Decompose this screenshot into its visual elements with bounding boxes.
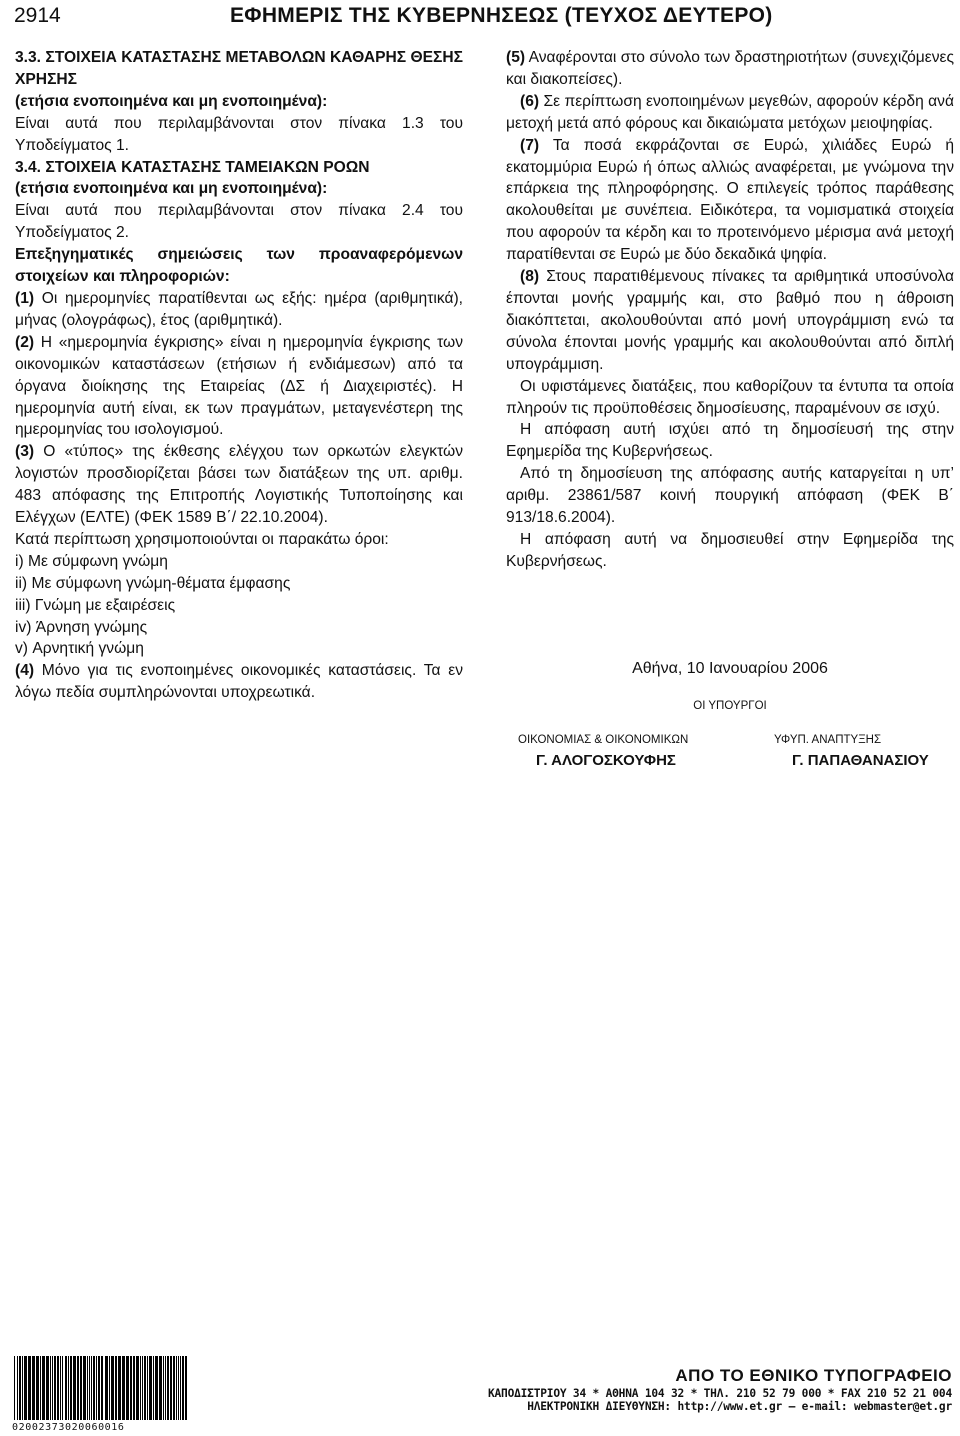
minister-2-role: ΥΦΥΠ. ΑΝΑΠΤΥΞΗΣ [774, 734, 882, 746]
note-3-label: (3) [15, 443, 35, 461]
opinion-item: iii) Γνώμη με εξαιρέσεις [15, 596, 176, 614]
barcode-bar [28, 1356, 31, 1420]
barcode-bar [101, 1356, 103, 1420]
barcode-bar [40, 1356, 41, 1420]
barcode-bar [42, 1356, 45, 1420]
section-3-3-title: 3.3. ΣΤΟΙΧΕΙΑ ΚΑΤΑΣΤΑΣΗΣ ΜΕΤΑΒΟΛΩΝ ΚΑΘΑΡΗΣ ΘΕΣΗΣ ΧΡΗΣΗΣ [15, 49, 463, 88]
barcode-bar [165, 1356, 166, 1420]
barcode-bar [153, 1356, 154, 1420]
barcode-bar [178, 1356, 179, 1420]
page-number: 2914 [14, 4, 61, 27]
barcode-bar [62, 1356, 63, 1420]
paragraph-validity: Η απόφαση αυτή ισχύει από τη δημοσίευσή της στην Εφημερίδα της Κυβερνήσεως. [506, 421, 954, 461]
barcode-bar [17, 1356, 18, 1420]
note-8-text: Στους παρατιθέμενους πίνακες τα αριθμητικά υποσύνολα έπονται μονής γραμμής και, στο βαθμό που η άθροιση διακόπτεται, ακολουθούνται από μονή υπογράμμιση ενώ τα σύνολα έπονται μονής γραμμής και ακολουθούνται από διπλή υπογράμμιση. [506, 268, 954, 373]
barcode-bar [182, 1356, 184, 1420]
note-5-text: Αναφέρονται στο σύνολο των δραστηριοτήτων (συνεχιζόμενες και διακοπείσες). [506, 49, 954, 88]
minister-2-name: Γ. ΠΑΠΑΘΑΝΑΣΙΟΥ [792, 752, 929, 769]
signature-date: Αθήνα, 10 Ιανουαρίου 2006 [632, 660, 828, 677]
barcode-bar [136, 1356, 139, 1420]
barcode-bar [140, 1356, 141, 1420]
barcode-bar [118, 1356, 121, 1420]
note-7-text: Τα ποσά εκφράζονται σε Ευρώ, χιλιάδες Ευρώ ή εκατομμύρια Ευρώ ή όπως αλλιώς αναφέρεται, με γνώμονα την επάρκεια της πληροφόρησης. Ο επιλεγείς τρόπος παράθεσης ακολουθείται με συνέπεια. Ειδικότερα, τα νομισματικά στοιχεία που αφορούν τα κέρδη και το προτεινόμενο μέρισμα ανά μετοχή παρατίθενται σε Ευρώ με δύο δεκαδικά ψηφία. [506, 136, 954, 264]
opinion-item: ii) Με σύμφωνη γνώμη-θέματα έμφασης [15, 574, 291, 592]
barcode-bar [144, 1356, 146, 1420]
barcode-bar [167, 1356, 169, 1420]
barcode-bar [46, 1356, 49, 1420]
barcode-bar [73, 1356, 76, 1420]
note-4-text: Μόνο για τις ενοποιημένες οικονομικές καταστάσεις. Τα εν λόγω πεδία συμπληρώνονται υποχρεωτικά. [15, 662, 463, 702]
barcode-bar [133, 1356, 135, 1420]
minister-1-role: ΟΙΚΟΝΟΜΙΑΣ & ΟΙΚΟΝΟΜΙΚΩΝ [518, 734, 689, 746]
barcode-bar [50, 1356, 51, 1420]
barcode-bar [115, 1356, 117, 1420]
note-1 [15, 288, 463, 332]
barcode-bar [89, 1356, 90, 1420]
printer-address: ΚΑΠΟΔΙΣΤΡΙΟΥ 34 * ΑΘΗΝΑ 104 32 * ΤΗΛ. 210 52 79 000 * FAX 210 52 21 004 [487, 1387, 952, 1400]
barcode-bar [98, 1356, 100, 1420]
note-5 [506, 47, 954, 91]
section-3-4-text: Είναι αυτά που περιλαμβάνονται στον πίνακα 2.4 του Υποδείγματος 2. [15, 202, 463, 242]
paragraph-existing-provisions: Οι υφιστάμενες διατάξεις, που καθορίζουν τα έντυπα τα οποία πληρούν τις προϋποθέσεις δημοσίευσης, παραμένουν σε ισχύ. [506, 377, 954, 417]
barcode-bar [19, 1356, 21, 1420]
opinion-item: i) Με σύμφωνη γνώμη [15, 552, 168, 570]
barcode-bar [93, 1356, 95, 1420]
barcode-bar [149, 1356, 152, 1420]
barcode-number: 02002373020060016 [12, 1422, 125, 1433]
barcode-bar [126, 1356, 129, 1420]
printer-name: ΑΠΟ ΤΟ ΕΘΝΙΚΟ ΤΥΠΟΓΡΑΦΕΙΟ [675, 1366, 952, 1385]
note-8-label: (8) [520, 268, 540, 286]
minister-1-name: Γ. ΑΛΟΓΟΣΚΟΥΦΗΣ [536, 752, 676, 769]
section-3-4-title: 3.4. ΣΤΟΙΧΕΙΑ ΚΑΤΑΣΤΑΣΗΣ ΤΑΜΕΙΑΚΩΝ ΡΟΩΝ [15, 158, 370, 176]
barcode-bar [60, 1356, 61, 1420]
note-3 [15, 441, 463, 529]
note-6-text: Σε περίπτωση ενοποιημένων μεγεθών, αφορούν κέρδη ανά μετοχή μετά από φόρους και δικαιώματα μετόχων μειοψηφίας. [506, 92, 954, 132]
barcode-bar [70, 1356, 72, 1420]
note-3-text: Ο «τύπος» της έκθεσης ελέγχου των ορκωτών ελεγκτών λογιστών προσδιορίζεται βάσει των διατάξεων της υπ. αριθμ. 483 απόφασης της Επιτροπής Λογιστικής Τυποποίησης και Ελέγχων (ΕΛΤΕ) (ΦΕΚ 1589 Β΄/ 22.10.2004). [15, 443, 463, 527]
note-2-text: Η «ημερομηνία έγκρισης» είναι η ημερομηνία έγκρισης των οικονομικών καταστάσεων (ετήσιων ή ενδιάμεσων) από τα όργανα διοίκησης της Εταιρείας (ΔΣ ή Διαχειριστές). Η ημερομηνία αυτή είναι, εκ των πραγμάτων, μεταγενέστερη της ημερομηνίας του ισολογισμού. [15, 333, 463, 439]
note-7-label: (7) [520, 136, 540, 154]
barcode-bar [147, 1356, 148, 1420]
barcode-bar [87, 1356, 88, 1420]
note-5-label: (5) [506, 49, 526, 66]
opinion-item: iv) Άρνηση γνώμης [15, 618, 148, 636]
barcode-bar [14, 1356, 15, 1420]
barcode-bar [105, 1356, 108, 1420]
section-3-3-text: Είναι αυτά που περιλαμβάνονται στον πίνακα 1.3 του Υποδείγματος 1. [15, 114, 463, 154]
barcode-bar [163, 1356, 164, 1420]
barcode-bar [57, 1356, 59, 1420]
note-1-label: (1) [15, 289, 35, 307]
barcode-bar [142, 1356, 143, 1420]
barcode-bar [36, 1356, 39, 1420]
note-4-label: (4) [15, 662, 35, 680]
barcode-bar [109, 1356, 110, 1420]
gazette-title: ΕΦΗΜΕΡΙΣ ΤΗΣ ΚΥΒΕΡΝΗΣΕΩΣ (ΤΕΥΧΟΣ ΔΕΥΤΕΡΟ) [230, 4, 773, 27]
barcode-bar [155, 1356, 158, 1420]
barcode-bar [170, 1356, 172, 1420]
note-6 [506, 91, 954, 135]
opinion-item: v) Αρνητική γνώμη [15, 640, 144, 658]
printer-website: ΗΛΕΚΤΡΟΝΙΚΗ ΔΙΕΥΘΥΝΣΗ: http://www.et.gr — e-mail: webmaster@et.gr [527, 1400, 952, 1413]
notes-title: Επεξηγηματικές σημειώσεις των προαναφερόμενων στοιχείων και πληροφοριών: [15, 246, 463, 286]
barcode-bar [22, 1356, 23, 1420]
barcode [12, 1356, 190, 1420]
note-1-text: Οι ημερομηνίες παρατίθενται ως εξής: ημέρα (αριθμητικά), μήνας (ολογράφως), έτος (αριθμητικά). [15, 289, 463, 329]
page-header [0, 0, 960, 40]
section-3-4-subtitle: (ετήσια ενοποιημένα και μη ενοποιημένα): [15, 180, 328, 198]
barcode-image [12, 1356, 190, 1420]
barcode-bar [176, 1356, 177, 1420]
note-8 [506, 266, 954, 376]
barcode-bar [52, 1356, 53, 1420]
printer-info [488, 1366, 952, 1413]
barcode-bar [111, 1356, 114, 1420]
barcode-bar [83, 1356, 86, 1420]
barcode-bar [96, 1356, 97, 1420]
barcode-bar [68, 1356, 69, 1420]
note-2-label: (2) [15, 333, 35, 351]
barcode-bar [91, 1356, 92, 1420]
ministers-label: ΟΙ ΥΠΟΥΡΓΟΙ [693, 700, 767, 712]
barcode-bar [122, 1356, 125, 1420]
barcode-bar [32, 1356, 35, 1420]
note-4 [15, 660, 463, 704]
left-column [15, 47, 463, 704]
barcode-bar [185, 1356, 187, 1420]
barcode-bar [54, 1356, 56, 1420]
barcode-bar [24, 1356, 27, 1420]
barcode-bar [180, 1356, 181, 1420]
opinions-intro: Κατά περίπτωση χρησιμοποιούνται οι παρακάτω όροι: [15, 530, 389, 548]
note-6-label: (6) [520, 92, 540, 110]
barcode-bar [130, 1356, 132, 1420]
barcode-bar [77, 1356, 79, 1420]
note-7 [506, 135, 954, 266]
barcode-bar [159, 1356, 162, 1420]
note-2 [15, 332, 463, 442]
paragraph-repeal: Από τη δημοσίευση της απόφασης αυτής καταργείται η υπ’ αριθμ. 23861/587 κοινή πουργική απόφαση (ΦΕΚ Β΄ 913/18.6.2004). [506, 465, 954, 527]
section-3-3-subtitle: (ετήσια ενοποιημένα και μη ενοποιημένα): [15, 92, 328, 110]
barcode-bar [65, 1356, 67, 1420]
right-column [506, 47, 954, 573]
barcode-bar [173, 1356, 175, 1420]
paragraph-publication: Η απόφαση αυτή να δημοσιευθεί στην Εφημερίδα της Κυβερνήσεως. [506, 530, 954, 570]
barcode-bar [80, 1356, 82, 1420]
